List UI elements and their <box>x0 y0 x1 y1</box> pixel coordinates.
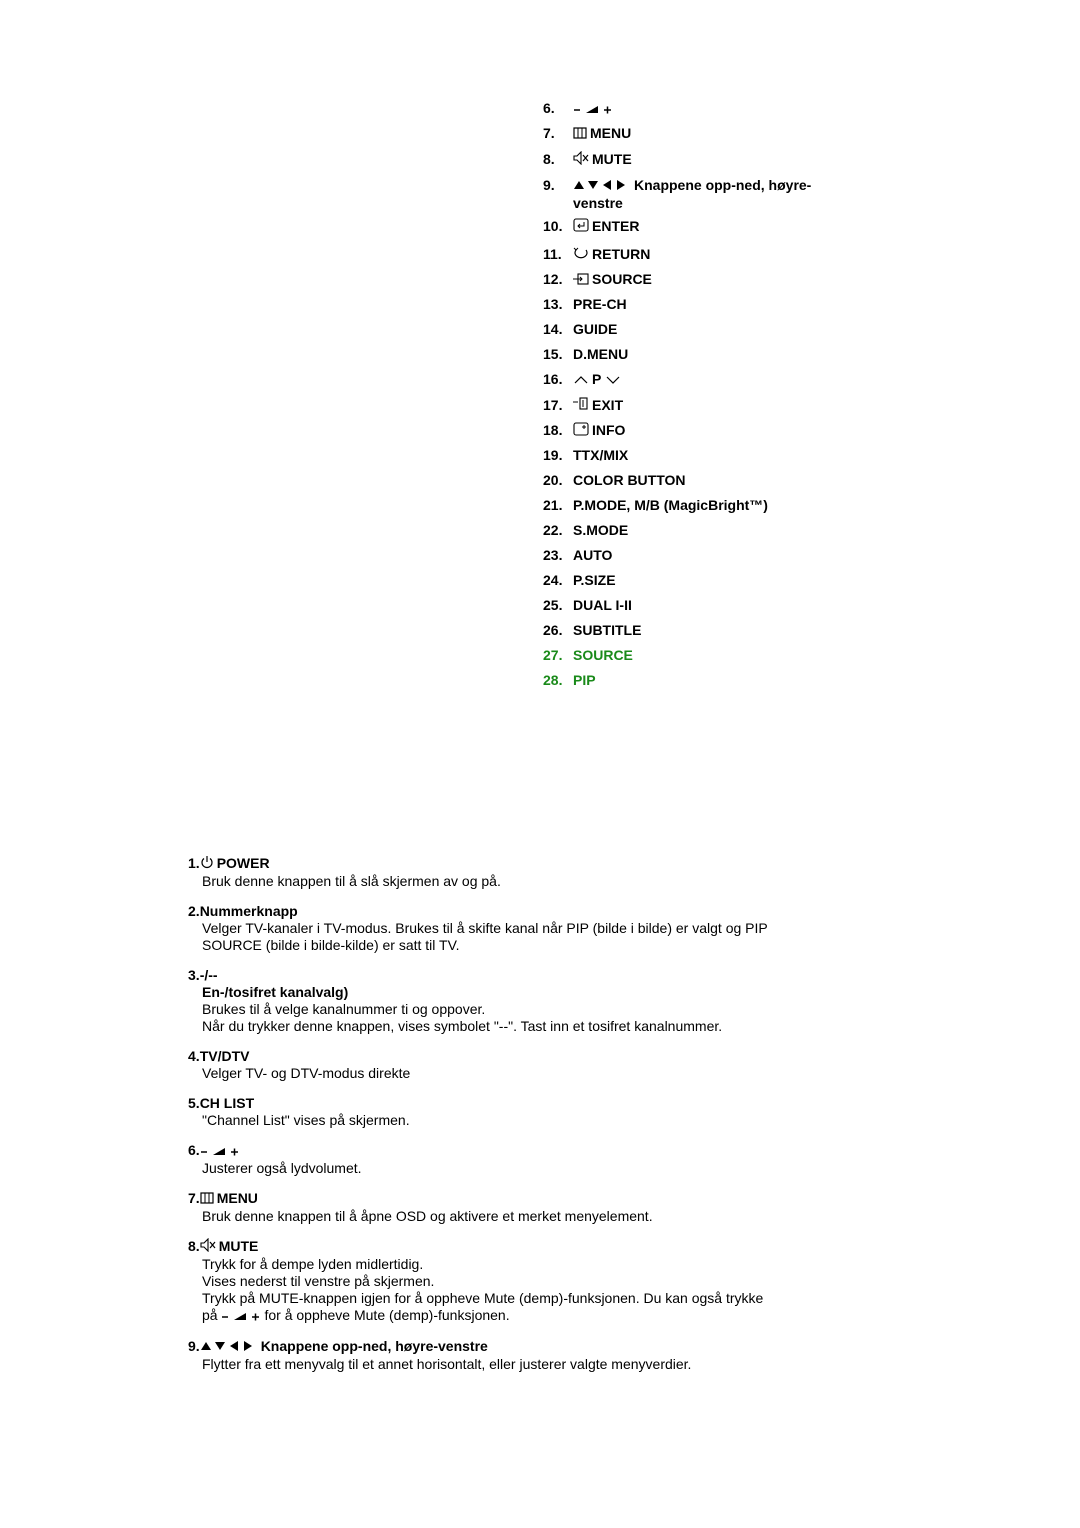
list-item-text <box>573 397 833 415</box>
list-item-number: 14. <box>543 321 563 337</box>
section-line: Vises nederst til venstre på skjermen. <box>202 1273 435 1290</box>
list-item-label: S.MODE <box>573 522 629 538</box>
return-icon <box>573 246 589 264</box>
mute-icon <box>573 151 589 169</box>
section-title: Knappene opp-ned, høyre-venstre <box>260 1337 488 1354</box>
volume-icon <box>573 101 613 118</box>
section-line: Flytter fra ett menyvalg til et annet horisontalt, eller justerer valgte menyverdier. <box>202 1355 692 1372</box>
list-item-label: PIP <box>573 672 596 688</box>
list-item-label: MENU <box>590 125 632 141</box>
list-item-number: 7. <box>543 125 555 141</box>
list-item-number: 27. <box>543 647 563 663</box>
section-heading <box>188 1048 828 1065</box>
list-item-label: SUBTITLE <box>573 622 642 638</box>
section-line: Når du trykker denne knappen, vises symbolet "--". Tast inn et tosifret kanalnummer. <box>202 1018 723 1035</box>
list-item-number: 9. <box>543 177 555 193</box>
channel-down-icon <box>605 372 621 389</box>
section-body <box>202 1112 828 1129</box>
description-section <box>188 1142 828 1177</box>
list-item-text <box>573 647 833 664</box>
list-item-label: PRE-CH <box>573 296 627 312</box>
power-icon <box>200 855 214 873</box>
list-item-text <box>573 422 833 440</box>
description-section <box>188 1338 828 1373</box>
list-item <box>543 346 833 363</box>
list-item <box>543 296 833 313</box>
section-title: CH LIST <box>199 1095 255 1112</box>
list-item <box>543 547 833 564</box>
list-item-text <box>573 547 833 564</box>
section-number: 9. <box>188 1337 200 1354</box>
list-item-text <box>573 271 833 289</box>
list-item-text <box>573 218 833 236</box>
section-heading <box>188 1338 828 1356</box>
list-item <box>543 572 833 589</box>
exit-icon <box>573 397 589 415</box>
section-body <box>202 1065 828 1082</box>
description-section <box>188 1238 828 1325</box>
list-item-label: INFO <box>592 422 626 438</box>
section-body <box>202 1160 828 1177</box>
list-item-number: 13. <box>543 296 563 312</box>
section-body <box>202 1256 828 1325</box>
description-section <box>188 855 828 890</box>
mute-tail-pre: på <box>202 1307 218 1324</box>
list-item-label: ENTER <box>592 218 640 234</box>
list-item-text <box>573 672 833 689</box>
section-title: MENU <box>216 1190 258 1207</box>
list-item-label: D.MENU <box>573 346 629 362</box>
section-heading <box>188 1238 828 1256</box>
list-item-number: 17. <box>543 397 563 413</box>
button-descriptions <box>188 855 828 1386</box>
menu-icon <box>573 126 587 143</box>
list-item-label: AUTO <box>573 547 613 563</box>
list-item-text <box>573 346 833 363</box>
list-item-number: 11. <box>543 246 562 262</box>
section-line: Trykk på MUTE-knappen igjen for å oppheve Mute (demp)-funksjonen. Du kan også trykke <box>202 1290 764 1307</box>
list-item-label: TTX/MIX <box>573 447 629 463</box>
section-body <box>202 1208 828 1225</box>
list-item-text <box>573 572 833 589</box>
description-section <box>188 903 828 954</box>
list-item-label: SOURCE <box>592 271 652 287</box>
volume-icon <box>200 1143 240 1160</box>
section-heading <box>188 967 828 984</box>
list-item-number: 25. <box>543 597 563 613</box>
section-heading <box>188 1095 828 1112</box>
list-item <box>543 100 833 118</box>
enter-icon <box>573 218 589 236</box>
list-item <box>543 647 833 664</box>
section-body <box>202 984 828 1035</box>
list-item-text <box>573 177 833 212</box>
section-number: 3. <box>188 967 200 984</box>
section-heading <box>188 1190 828 1208</box>
list-item-label: SOURCE <box>573 647 633 663</box>
section-body <box>202 873 828 890</box>
list-item <box>543 497 833 514</box>
section-subtitle: En-/tosifret kanalvalg) <box>202 984 349 1001</box>
list-item <box>543 472 833 489</box>
list-item <box>543 371 833 389</box>
list-item-number: 10. <box>543 218 563 234</box>
list-item-text <box>573 447 833 464</box>
list-item <box>543 447 833 464</box>
list-item <box>543 218 833 236</box>
section-number: 7. <box>188 1190 200 1207</box>
info-icon <box>573 422 589 440</box>
list-item <box>543 422 833 440</box>
section-line: Bruk denne knappen til å slå skjermen av og på. <box>202 873 501 890</box>
section-number: 5. <box>188 1095 200 1112</box>
list-item-label: MUTE <box>592 151 632 167</box>
mute-tail-post: for å oppheve Mute (demp)-funksjonen. <box>264 1307 510 1324</box>
section-line: "Channel List" vises på skjermen. <box>202 1112 410 1129</box>
list-item-label: Knappene opp-ned, høyre-venstre <box>573 177 812 211</box>
list-item <box>543 522 833 539</box>
list-item <box>543 622 833 639</box>
list-item <box>543 321 833 338</box>
list-item-text <box>573 100 833 118</box>
list-item-text <box>573 321 833 338</box>
list-item-label: P.MODE, M/B (MagicBright™) <box>573 497 768 513</box>
list-item <box>543 597 833 614</box>
list-item-label: GUIDE <box>573 321 618 337</box>
list-item <box>543 125 833 143</box>
list-item-number: 21. <box>543 497 563 513</box>
section-title: POWER <box>216 855 270 871</box>
list-item-number: 15. <box>543 346 563 362</box>
section-title: -/-- <box>199 967 218 984</box>
list-item-label: COLOR BUTTON <box>573 472 686 488</box>
arrows-icon <box>200 1339 258 1356</box>
list-item-number: 12. <box>543 271 563 287</box>
section-line: Velger TV-kanaler i TV-modus. Brukes til å skifte kanal når PIP (bilde i bilde) er valgt og PIP SOURCE (bilde i bilde-kilde) er satt til TV. <box>202 920 768 954</box>
list-item-text <box>573 371 833 389</box>
list-item <box>543 271 833 289</box>
description-section <box>188 967 828 1035</box>
section-line: Bruk denne knappen til å åpne OSD og aktivere et merket menyelement. <box>202 1207 653 1224</box>
list-item-number: 23. <box>543 547 563 563</box>
source-icon <box>573 272 589 289</box>
list-item-text <box>573 246 833 264</box>
section-number: 6. <box>188 1142 200 1159</box>
list-item-number: 19. <box>543 447 563 463</box>
menu-icon <box>200 1191 214 1208</box>
section-line: Justerer også lydvolumet. <box>202 1160 362 1177</box>
list-item-number: 20. <box>543 472 563 488</box>
arrows-icon <box>573 178 631 195</box>
list-item-text <box>573 296 833 313</box>
list-item-label: P.SIZE <box>573 572 616 588</box>
list-item <box>543 151 833 169</box>
list-item <box>543 177 833 212</box>
list-item-text <box>573 151 833 169</box>
section-number: 2. <box>188 903 200 920</box>
list-item-text <box>573 597 833 614</box>
list-item <box>543 246 833 264</box>
list-item-text <box>573 497 833 514</box>
list-item <box>543 672 833 689</box>
list-item-number: 24. <box>543 572 563 588</box>
list-item-number: 28. <box>543 672 563 688</box>
list-item-number: 18. <box>543 422 563 438</box>
section-heading <box>188 903 828 920</box>
list-item-text <box>573 522 833 539</box>
description-section <box>188 1190 828 1225</box>
section-title: TV/DTV <box>199 1048 250 1065</box>
section-line: Velger TV- og DTV-modus direkte <box>202 1065 411 1082</box>
section-line: Trykk for å dempe lyden midlertidig. <box>202 1256 424 1273</box>
section-body <box>202 920 828 954</box>
description-section <box>188 1048 828 1082</box>
list-item-number: 6. <box>543 100 555 116</box>
list-item-number: 22. <box>543 522 563 538</box>
mute-icon <box>200 1238 216 1256</box>
list-item-number: 16. <box>543 371 563 387</box>
section-heading <box>188 1142 828 1160</box>
section-number: 4. <box>188 1048 200 1065</box>
section-number: 8. <box>188 1237 200 1254</box>
list-item-label: DUAL I-II <box>573 597 632 613</box>
section-heading <box>188 855 828 873</box>
section-line: Brukes til å velge kanalnummer ti og oppover. <box>202 1001 486 1018</box>
list-item-text <box>573 125 833 143</box>
volume-icon <box>221 1308 261 1325</box>
list-item-text <box>573 472 833 489</box>
section-body <box>202 1356 828 1373</box>
description-section <box>188 1095 828 1129</box>
list-item-label: RETURN <box>592 246 651 262</box>
list-item-number: 8. <box>543 151 555 167</box>
list-item <box>543 397 833 415</box>
list-item-number: 26. <box>543 622 563 638</box>
list-item-label: EXIT <box>592 397 624 413</box>
mute-tail-line <box>202 1307 828 1325</box>
section-title: MUTE <box>218 1237 259 1254</box>
section-number: 1. <box>188 855 200 871</box>
list-item-text <box>573 622 833 639</box>
list-item-label: P <box>592 371 602 387</box>
section-title: Nummerknapp <box>199 903 298 920</box>
channel-up-icon <box>573 372 589 389</box>
